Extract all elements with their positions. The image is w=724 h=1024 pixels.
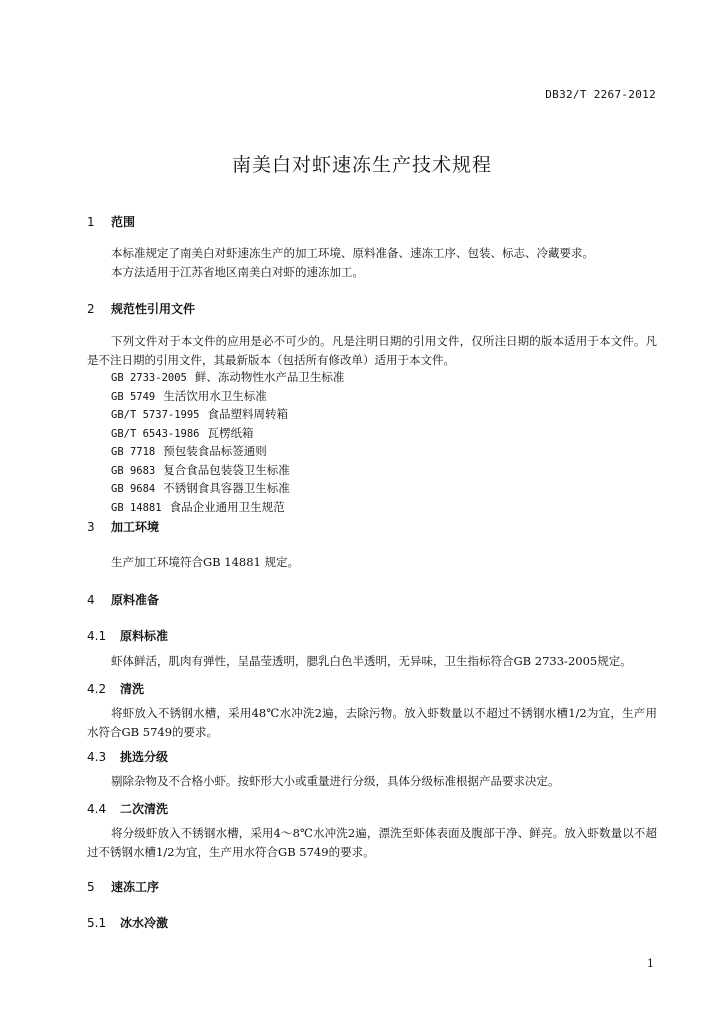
paragraph: 生产加工环境符合GB 14881 规定。 bbox=[111, 555, 300, 569]
section-number: 1 bbox=[87, 215, 95, 229]
reference-code: GB 5749 bbox=[111, 390, 156, 403]
subsection-number: 4.1 bbox=[87, 629, 107, 643]
subsection-title: 挑选分级 bbox=[120, 750, 169, 764]
paragraph: 将分级虾放入不锈钢水槽，采用4～8℃水冲洗2遍，漂洗至虾体表面及腹部干净、鲜亮。放入虾数量以不超过不锈钢水槽1/2为宜，生产用水符合GB 5749的要求。 bbox=[87, 826, 657, 859]
reference-name: 生活饮用水卫生标准 bbox=[163, 388, 267, 403]
section-1-heading bbox=[87, 213, 135, 230]
paragraph: 将虾放入不锈钢水槽，采用48℃水冲洗2遍，去除污物。放入虾数量以不超过不锈钢水槽1/2为宜，生产用水符合GB 5749的要求。 bbox=[87, 706, 657, 739]
reference-code: GB 2733-2005 bbox=[111, 372, 187, 384]
reference-code: GB/T 6543-1986 bbox=[111, 427, 200, 440]
subsection-4-2-heading bbox=[87, 680, 144, 697]
reference-name: 食品塑料周转箱 bbox=[207, 407, 289, 421]
section-number: 5 bbox=[87, 880, 95, 894]
page-number: 1 bbox=[647, 957, 654, 970]
list-item bbox=[111, 369, 344, 388]
reference-code: GB/T 5737-1995 bbox=[111, 409, 200, 421]
section-4-heading bbox=[87, 591, 159, 608]
paragraph: 本标准规定了南美白对虾速冻生产的加工环境、原料准备、速冻工序、包装、标志、冷藏要求。 bbox=[111, 246, 594, 260]
reference-name: 鲜、冻动物性水产品卫生标准 bbox=[194, 370, 345, 384]
list-item bbox=[111, 499, 344, 518]
subsection-title: 冰水冷激 bbox=[120, 916, 169, 930]
paragraph: 剔除杂物及不合格小虾。按虾形大小或重量进行分级，具体分级标准根据产品要求决定。 bbox=[111, 774, 560, 788]
list-item bbox=[111, 462, 344, 481]
subsection-title: 二次清洗 bbox=[120, 802, 169, 816]
list-item bbox=[111, 443, 344, 462]
document-title: 南美白对虾速冻生产技术规程 bbox=[231, 154, 492, 176]
reference-code: GB 9684 bbox=[111, 483, 156, 495]
list-item bbox=[111, 480, 344, 499]
paragraph: 虾体鲜活，肌肉有弹性，呈晶莹透明，腮乳白色半透明，无异味，卫生指标符合GB 2733-2005规定。 bbox=[111, 654, 632, 668]
subsection-5-1-heading bbox=[87, 914, 168, 931]
list-item bbox=[111, 388, 344, 407]
section-3-heading bbox=[87, 518, 159, 535]
section-title: 速冻工序 bbox=[111, 880, 160, 894]
subsection-number: 5.1 bbox=[87, 916, 107, 930]
paragraph: 本方法适用于江苏省地区南美白对虾的速冻加工。 bbox=[111, 265, 364, 279]
reference-name: 瓦楞纸箱 bbox=[207, 425, 254, 440]
section-title: 原料准备 bbox=[111, 593, 160, 607]
subsection-4-4-heading bbox=[87, 800, 168, 817]
reference-name: 食品企业通用卫生规范 bbox=[169, 499, 285, 514]
section-number: 2 bbox=[87, 302, 95, 316]
standard-code: DB32/T 2267-2012 bbox=[545, 88, 656, 101]
reference-code: GB 7718 bbox=[111, 446, 156, 458]
section-title: 规范性引用文件 bbox=[111, 302, 196, 316]
subsection-title: 原料标准 bbox=[120, 629, 169, 643]
normative-references-list bbox=[111, 369, 344, 517]
section-2-heading bbox=[87, 300, 195, 317]
reference-name: 复合食品包装袋卫生标准 bbox=[163, 462, 290, 477]
reference-name: 不锈钢食具容器卫生标准 bbox=[163, 481, 290, 495]
subsection-title: 清洗 bbox=[120, 682, 145, 696]
subsection-4-3-heading bbox=[87, 748, 168, 765]
section-title: 范围 bbox=[111, 215, 136, 229]
paragraph: 下列文件对于本文件的应用是必不可少的。凡是注明日期的引用文件，仅所注日期的版本适用于本文件。凡是不注日期的引用文件，其最新版本（包括所有修改单）适用于本文件。 bbox=[87, 334, 657, 367]
subsection-number: 4.3 bbox=[87, 750, 107, 764]
section-title: 加工环境 bbox=[111, 520, 160, 534]
section-number: 4 bbox=[87, 593, 95, 607]
list-item bbox=[111, 406, 344, 425]
subsection-number: 4.4 bbox=[87, 802, 107, 816]
section-number: 3 bbox=[87, 520, 95, 534]
reference-code: GB 9683 bbox=[111, 464, 156, 477]
subsection-4-1-heading bbox=[87, 627, 168, 644]
reference-name: 预包装食品标签通则 bbox=[163, 444, 267, 458]
subsection-number: 4.2 bbox=[87, 682, 107, 696]
section-5-heading bbox=[87, 878, 159, 895]
reference-code: GB 14881 bbox=[111, 501, 162, 514]
list-item bbox=[111, 425, 344, 444]
